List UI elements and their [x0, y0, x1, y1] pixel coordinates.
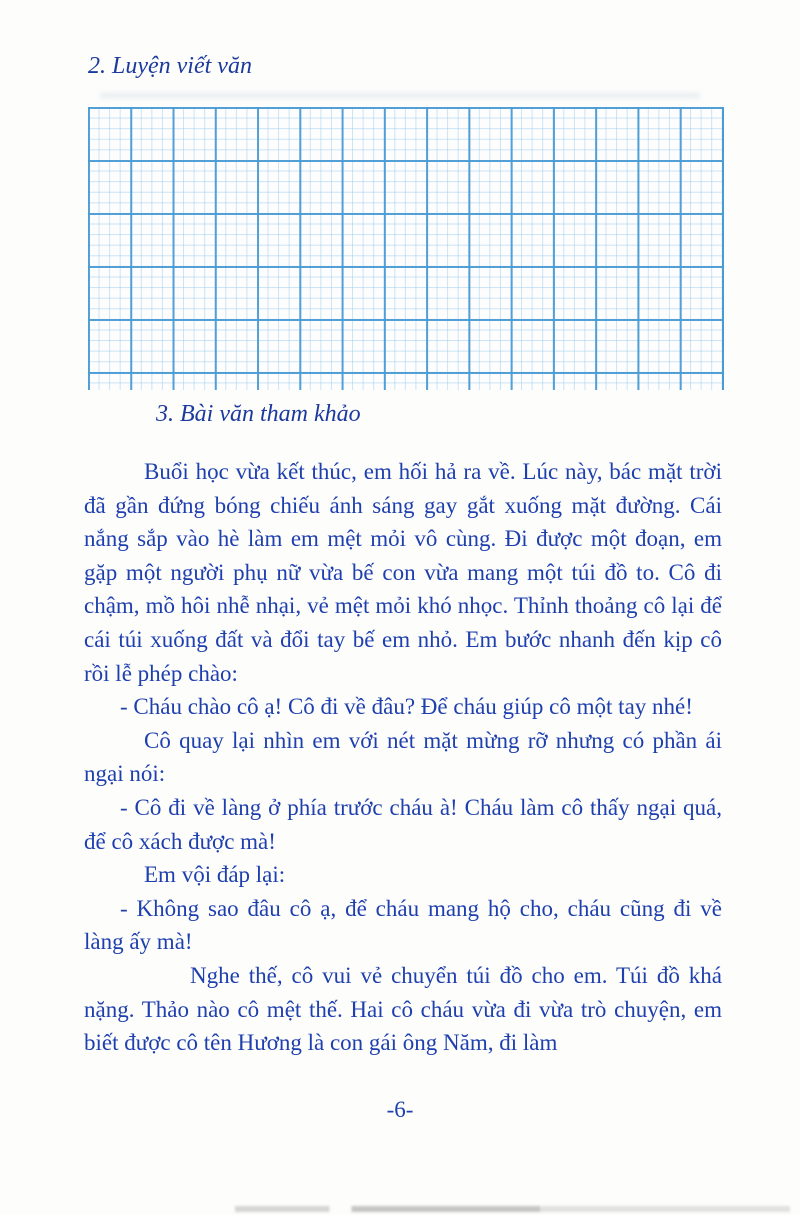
essay-paragraph-dialogue: - Cháu chào cô ạ! Cô đi về đâu? Để cháu giúp cô một tay nhé!	[120, 694, 693, 720]
essay-paragraph-dialogue: - Không sao đâu cô ạ, để cháu mang hộ cho, cháu cũng đi về làng ấy mà!	[84, 895, 722, 955]
essay-body	[84, 455, 722, 1060]
essay-paragraph: Em vội đáp lại:	[144, 862, 286, 888]
essay-paragraph: Buổi học vừa kết thúc, em hối hả ra về. Lúc này, bác mặt trời đã gần đứng bóng chiếu ánh sáng gay gắt xuống mặt đường. Cái nắng sắp vào hè làm em mệt mỏi vô cùng. Đi được một đoạn, em gặp một người phụ nữ vừa bế con vừa mang một túi đồ to. Cô đi chậm, mồ hôi nhễ nhại, vẻ mệt mỏi khó nhọc. Thỉnh thoảng cô lại để cái túi xuống đất và đổi tay bế em nhỏ. Em bước nhanh đến kịp cô rồi lễ phép chào:	[84, 459, 722, 686]
essay-paragraph-dialogue: - Cô đi về làng ở phía trước cháu à! Cháu làm cô thấy ngại quá, để cô xách được mà!	[84, 794, 722, 854]
section-heading-bai-van-tham-khao: 3. Bài văn tham khảo	[156, 401, 361, 427]
scan-artifact-bottom	[235, 1206, 790, 1212]
section-heading-luyen-viet-van: 2. Luyện viết văn	[88, 53, 252, 79]
scan-artifact-top	[100, 92, 700, 99]
essay-paragraph: Nghe thế, cô vui vẻ chuyển túi đồ cho em. Túi đồ khá nặng. Thảo nào cô mệt thế. Hai cô cháu vừa đi vừa trò chuyện, em biết được cô tên Hương là con gái ông Năm, đi làm	[84, 962, 722, 1056]
page-number: -6-	[386, 1097, 414, 1122]
writing-grid	[88, 107, 724, 390]
essay-paragraph: Cô quay lại nhìn em với nét mặt mừng rỡ nhưng có phần ái ngại nói:	[84, 727, 722, 787]
